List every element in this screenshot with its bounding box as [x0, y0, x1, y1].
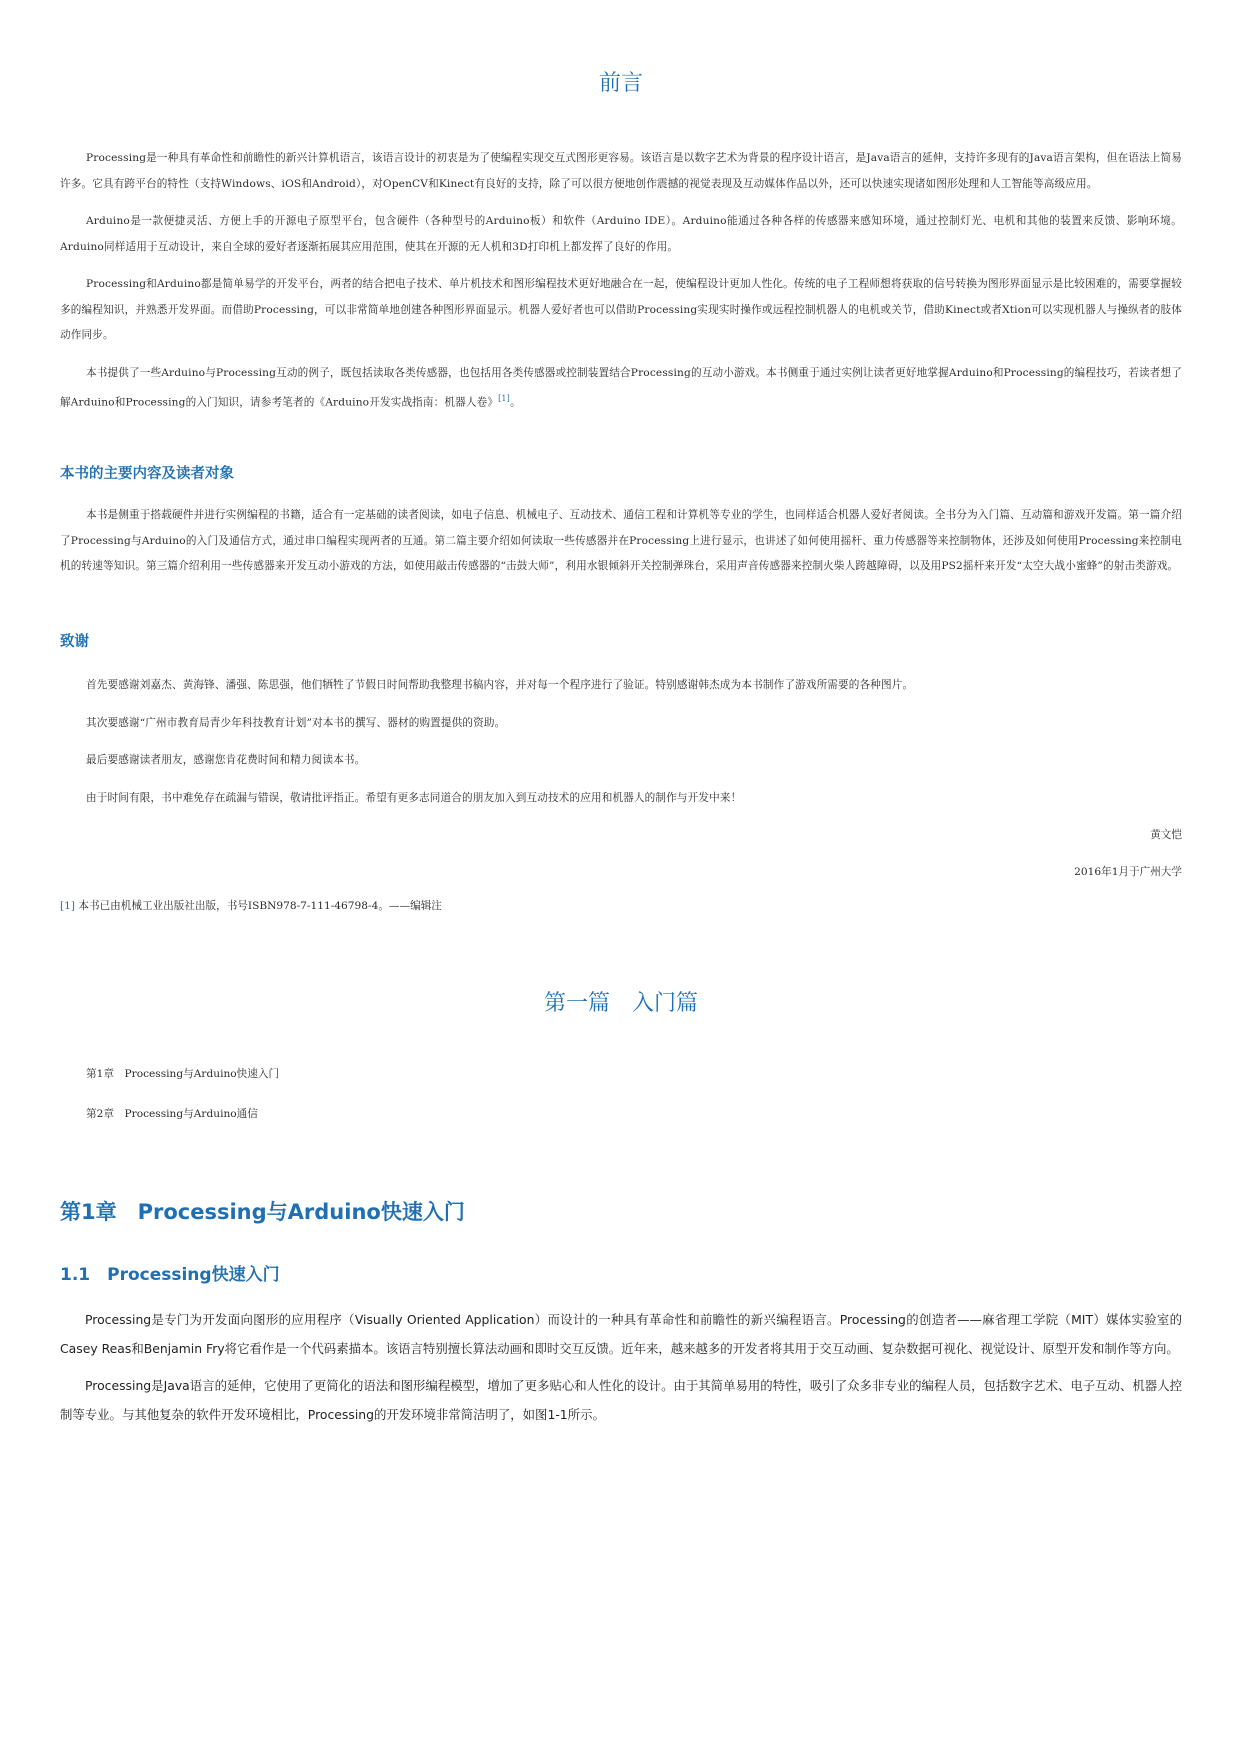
thanks-section — [60, 630, 1182, 885]
section-1-1 — [60, 1260, 1182, 1429]
section-1-1-title: 1.1 Processing快速入门 — [60, 1265, 280, 1285]
thanks-paragraph-2: 其次要感谢“广州市教育局青少年科技教育计划”对本书的撰写、器材的购置提供的资助。 — [86, 716, 506, 729]
preface-paragraph-4-text: 本书提供了一些Arduino与Processing互动的例子，既包括读取各类传感器，也包括用各类传感器或控制装置结合Processing的互动小游戏。本书侧重于通过实例让读者更好地掌握Arduino和Processing的编程技巧，若读者想了解Arduino和Processing的入门知识，请参考笔者的《Arduino开发实战指南：机器人卷》 — [60, 366, 1182, 409]
chapter1-section — [60, 1196, 1182, 1226]
main-content-section — [60, 462, 1182, 580]
preface-paragraph-2: Arduino是一款便捷灵活、方便上手的开源电子原型平台，包含硬件（各种型号的Arduino板）和软件（Arduino IDE）。Arduino能通过各种各样的传感器来感知环境，通过控制灯光、电机和其他的装置来反馈、影响环境。Arduino同样适用于互动设计，来自全球的爱好者逐渐拓展其应用范围，使其在开源的无人机和3D打印机上都发挥了良好的作用。 — [60, 215, 1182, 253]
main-content-heading: 本书的主要内容及读者对象 — [60, 466, 234, 482]
footnote-backref-link[interactable]: [1] — [60, 900, 76, 912]
author-name: 黄文恺 — [1150, 829, 1182, 841]
part1-toc — [60, 1066, 1182, 1121]
chapter1-title: 第1章 Processing与Arduino快速入门 — [60, 1200, 465, 1224]
preface-paragraph-4 — [60, 361, 1182, 417]
toc-item-chapter2[interactable]: 第2章 Processing与Arduino通信 — [86, 1108, 258, 1120]
part1-section — [60, 986, 1182, 1017]
thanks-paragraph-1: 首先要感谢刘嘉杰、黄海锋、潘强、陈思强，他们牺牲了节假日时间帮助我整理书稿内容，并对每一个程序进行了验证。特别感谢韩杰成为本书制作了游戏所需要的各种图片。 — [86, 679, 914, 691]
preface-body — [60, 146, 1182, 416]
footnote — [60, 898, 1182, 913]
section-1-1-paragraph-2: Processing是Java语言的延伸，它使用了更简化的语法和图形编程模型，增加了更多贴心和人性化的设计。由于其简单易用的特性，吸引了众多非专业的编程人员，包括数字艺术、电子互动、机器人控制等专业。与其他复杂的软件开发环境相比，Processing的开发环境非常简洁明了，如图1-1所示。 — [60, 1378, 1182, 1422]
preface-paragraph-1: Processing是一种具有革命性和前瞻性的新兴计算机语言，该语言设计的初衷是为了使编程实现交互式图形更容易。该语言是以数字艺术为背景的程序设计语言，是Java语言的延伸，支持许多现有的Java语言架构，但在语法上简易许多。它具有跨平台的特性（支持Windows、iOS和Android），对OpenCV和Kinect有良好的支持，除了可以很方便地创作震撼的视觉表现及互动媒体作品以外，还可以快速实现诸如图形处理和人工智能等高级应用。 — [60, 152, 1182, 190]
main-content-paragraph: 本书是侧重于搭载硬件并进行实例编程的书籍，适合有一定基础的读者阅读，如电子信息、机械电子、互动技术、通信工程和计算机等专业的学生，也同样适合机器人爱好者阅读。全书分为入门篇、互动篇和游戏开发篇。第一篇介绍了Processing与Arduino的入门及通信方式，通过串口编程实现两者的互通。第二篇主要介绍如何读取一些传感器并在Processing上进行显示，也讲述了如何使用摇杆、重力传感器等来控制物体，还涉及如何使用Processing来控制电机的转速等知识。第三篇介绍利用一些传感器来开发互动小游戏的方法，如使用敲击传感器的“击鼓大师”，利用水银倾斜开关控制弹珠台，采用声音传感器来控制火柴人跨越障碍，以及用PS2摇杆来开发“太空大战小蜜蜂”的射击类游戏。 — [60, 509, 1182, 572]
preface-paragraph-4-end: 。 — [509, 396, 521, 409]
footnote-ref-link[interactable]: [1] — [498, 394, 510, 403]
preface-date: 2016年1月于广州大学 — [1074, 866, 1182, 878]
preface-section — [60, 66, 1182, 97]
thanks-paragraph-4: 由于时间有限，书中难免存在疏漏与错误，敬请批评指正。希望有更多志同道合的朋友加入到互动技术的应用和机器人的制作与开发中来！ — [86, 791, 742, 804]
toc-item-chapter1[interactable]: 第1章 Processing与Arduino快速入门 — [86, 1068, 280, 1080]
thanks-heading: 致谢 — [60, 634, 89, 650]
preface-title: 前言 — [598, 71, 643, 96]
section-1-1-paragraph-1: Processing是专门为开发面向图形的应用程序（Visually Oriented Application）而设计的一种具有革命性和前瞻性的新兴编程语言。Processing的创造者——麻省理工学院（MIT）媒体实验室的Casey Reas和Benjamin Fry将它看作是一个代码素描本。该语言特别擅长算法动画和即时交互反馈。近年来，越来越多的开发者将其用于交互动画、复杂数据可视化、视觉设计、原型开发和制作等方向。 — [60, 1312, 1182, 1356]
thanks-paragraph-3: 最后要感谢读者朋友，感谢您肯花费时间和精力阅读本书。 — [86, 754, 366, 766]
preface-paragraph-3: Processing和Arduino都是简单易学的开发平台，两者的结合把电子技术、单片机技术和图形编程技术更好地融合在一起，使编程设计更加人性化。传统的电子工程师想将获取的信号转换为图形界面显示是比较困难的，需要掌握较多的编程知识，并熟悉开发界面。而借助Processing，可以非常简单地创建各种图形界面显示。机器人爱好者也可以借助Processing实现实时操作或远程控制机器人的电机或关节，借助Kinect或者Xtion可以实现机器人与操纵者的肢体动作同步。 — [60, 278, 1182, 341]
part1-title: 第一篇 入门篇 — [543, 991, 698, 1016]
footnote-text: 本书已由机械工业出版社出版，书号ISBN978-7-111-46798-4。——编辑注 — [75, 900, 442, 912]
